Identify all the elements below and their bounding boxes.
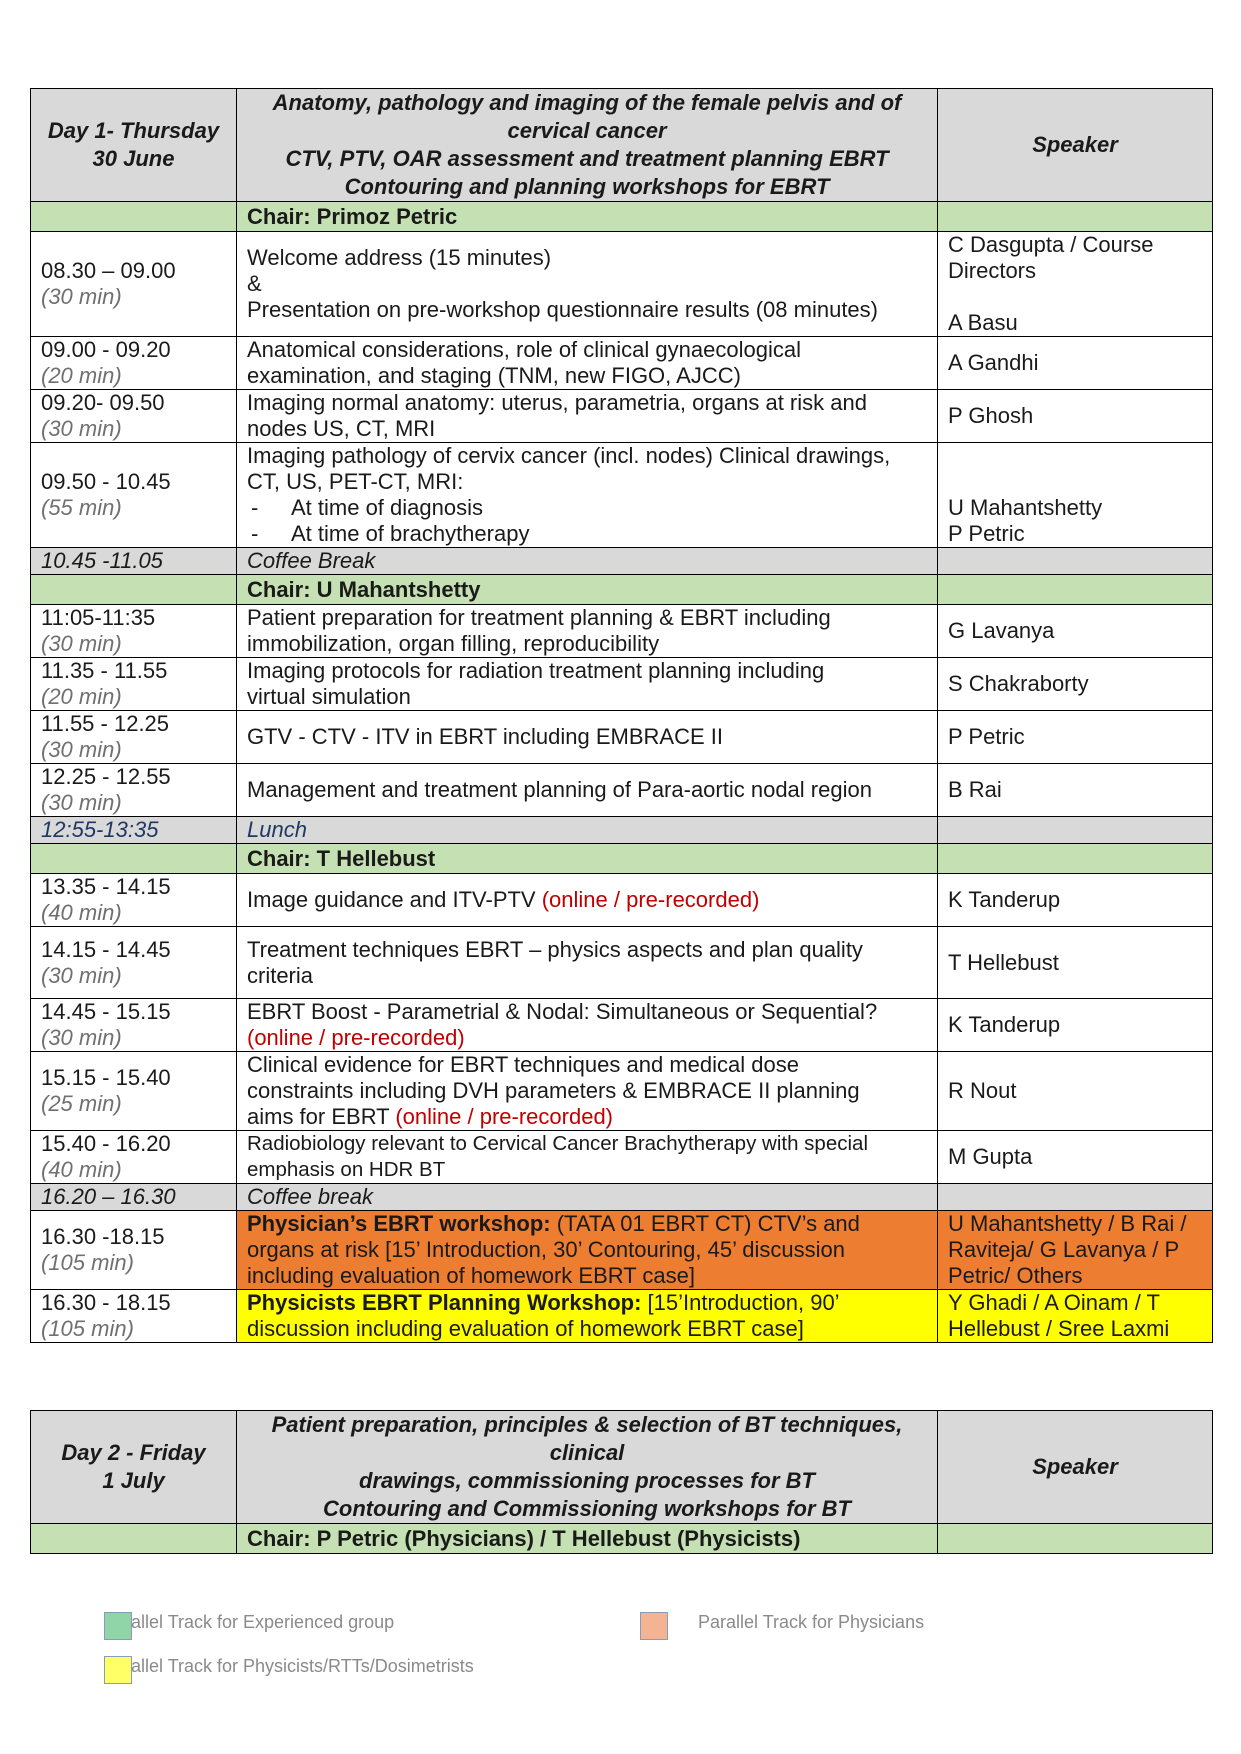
time-range: 11:05-11:35 <box>41 605 156 630</box>
topic-cell <box>237 927 938 999</box>
time-cell <box>31 711 237 764</box>
day1-title-line: cervical cancer <box>507 118 667 143</box>
speaker-name: U Mahantshetty / B Rai / <box>948 1211 1187 1236</box>
day2-title-line: drawings, commissioning processes for BT <box>359 1468 815 1493</box>
topic-line <box>247 1263 927 1289</box>
time-range: 16.30 - 18.15 <box>41 1290 171 1315</box>
topic-text: virtual simulation <box>247 684 411 709</box>
day1-title-line: Contouring and planning workshops for EBRT <box>344 174 830 199</box>
topic-text: Patient preparation for treatment planning & EBRT including <box>247 605 831 630</box>
speaker-header-label: Speaker <box>1032 132 1118 157</box>
day2-speaker-header <box>938 1411 1213 1524</box>
topic-line <box>247 1157 927 1183</box>
topic-line <box>247 363 927 389</box>
topic-text: including evaluation of homework EBRT case] <box>247 1263 695 1288</box>
duration-label: (25 min) <box>41 1091 122 1116</box>
day1-schedule-table <box>30 88 1213 1343</box>
time-cell <box>31 390 237 443</box>
bullet-item <box>247 495 927 521</box>
speaker-cell <box>938 443 1213 548</box>
bullet-text: At time of diagnosis <box>291 495 483 520</box>
chair-row <box>31 202 1213 232</box>
chair-row <box>31 575 1213 605</box>
speaker-cell <box>938 1052 1213 1131</box>
duration-label: (20 min) <box>41 363 122 388</box>
speaker-cell <box>938 1290 1213 1343</box>
day2-title-line: Contouring and Commissioning workshops for BT <box>323 1496 851 1521</box>
day2-title-cell <box>237 1411 938 1524</box>
session-row <box>31 390 1213 443</box>
topic-cell <box>237 232 938 337</box>
duration-label: (30 min) <box>41 631 122 656</box>
topic-line <box>247 887 927 913</box>
break-empty-cell <box>938 1184 1213 1211</box>
topic-line <box>247 1237 927 1263</box>
break-time-cell: 12:55-13:35 <box>31 817 237 844</box>
topic-cell <box>237 711 938 764</box>
time-range: 11.35 - 11.55 <box>41 658 168 683</box>
topic-text: Image guidance and ITV-PTV <box>247 887 542 912</box>
online-note: (online / pre-recorded) <box>395 1104 614 1129</box>
topic-text: organs at risk [15’ Introduction, 30’ Contouring, 45’ discussion <box>247 1237 845 1262</box>
time-range: 09.20- 09.50 <box>41 390 165 415</box>
speaker-name: S Chakraborty <box>948 671 1089 696</box>
topic-line <box>247 631 927 657</box>
topic-text: Welcome address (15 minutes) <box>247 245 552 270</box>
time-cell <box>31 605 237 658</box>
speaker-cell <box>938 232 1213 337</box>
topic-line <box>247 443 927 469</box>
topic-line <box>247 1290 927 1316</box>
speaker-name: M Gupta <box>948 1144 1033 1169</box>
speaker-name: U Mahantshetty <box>948 495 1103 520</box>
speaker-cell <box>938 764 1213 817</box>
topic-cell <box>237 1290 938 1343</box>
time-range: 08.30 – 09.00 <box>41 258 176 283</box>
session-row <box>31 874 1213 927</box>
speaker-name: P Petric <box>948 724 1025 749</box>
speaker-cell <box>938 1131 1213 1184</box>
session-row <box>31 711 1213 764</box>
session-row <box>31 999 1213 1052</box>
topic-cell <box>237 764 938 817</box>
legend-swatch-experienced <box>104 1612 132 1640</box>
topic-cell <box>237 1052 938 1131</box>
time-range: 11.55 - 12.25 <box>41 711 170 736</box>
topic-text: Treatment techniques EBRT – physics aspects and plan quality <box>247 936 863 962</box>
topic-line <box>247 416 927 442</box>
topic-text: examination, and staging (TNM, new FIGO, AJCC) <box>247 363 741 388</box>
speaker-name: Directors <box>948 258 1037 283</box>
speaker-cell <box>938 927 1213 999</box>
time-range: 14.45 - 15.15 <box>41 999 171 1024</box>
speaker-name: A Gandhi <box>948 350 1039 375</box>
topic-line <box>247 605 927 631</box>
topic-text: Management and treatment planning of Para-aortic nodal region <box>247 777 872 802</box>
time-cell <box>31 764 237 817</box>
speaker-cell <box>938 605 1213 658</box>
topic-text: Clinical evidence for EBRT techniques and medical dose <box>247 1052 799 1077</box>
speaker-name: P Ghosh <box>948 403 1034 428</box>
workshop-title: Physician’s EBRT workshop: <box>247 1211 551 1236</box>
speaker-cell <box>938 711 1213 764</box>
topic-line <box>247 1131 927 1157</box>
topic-text: EBRT Boost - Parametrial & Nodal: Simultaneous or Sequential? <box>247 999 878 1024</box>
speaker-name <box>948 284 1202 310</box>
topic-text: Imaging pathology of cervix cancer (incl. nodes) Clinical drawings, <box>247 443 891 468</box>
session-row <box>31 605 1213 658</box>
legend-swatch-physicists <box>104 1656 132 1684</box>
topic-text: Radiobiology relevant to Cervical Cancer Brachytherapy with special <box>247 1132 868 1155</box>
day1-day-label: Day 1- Thursday <box>47 118 220 143</box>
topic-text: & <box>247 271 262 296</box>
session-row <box>31 1211 1213 1290</box>
duration-label: (40 min) <box>41 900 122 925</box>
topic-line <box>247 658 927 684</box>
topic-cell <box>237 874 938 927</box>
day2-title-line: Patient preparation, principles & selection of BT techniques, clinical <box>271 1412 903 1465</box>
duration-label: (30 min) <box>41 737 122 762</box>
time-range: 12.25 - 12.55 <box>41 764 171 789</box>
bullet-item <box>247 521 927 547</box>
day1-title-line: CTV, PTV, OAR assessment and treatment planning EBRT <box>285 146 889 171</box>
time-cell <box>31 927 237 999</box>
break-time-cell: 16.20 – 16.30 <box>31 1184 237 1211</box>
day2-header-row <box>31 1411 1213 1524</box>
break-time-cell: 10.45 -11.05 <box>31 548 237 575</box>
session-row <box>31 658 1213 711</box>
time-cell <box>31 874 237 927</box>
speaker-cell <box>938 999 1213 1052</box>
speaker-name: T Hellebust <box>948 949 1059 975</box>
online-note: (online / pre-recorded) <box>247 1025 465 1050</box>
chair-empty-cell <box>31 844 237 874</box>
session-row <box>31 927 1213 999</box>
speaker-cell <box>938 874 1213 927</box>
topic-line <box>247 937 927 963</box>
speaker-name: A Basu <box>948 310 1018 335</box>
chair-empty-cell <box>938 575 1213 605</box>
day1-title-cell <box>237 89 938 202</box>
time-range: 09.00 - 09.20 <box>41 337 171 362</box>
topic-line <box>247 1078 927 1104</box>
speaker-name: Petric/ Others <box>948 1263 1083 1288</box>
time-range: 13.35 - 14.15 <box>41 874 171 899</box>
legend-label-physicists: allel Track for Physicists/RTTs/Dosimetrists <box>131 1656 474 1676</box>
topic-line <box>247 271 927 297</box>
time-cell <box>31 443 237 548</box>
topic-text: CT, US, PET-CT, MRI: <box>247 469 464 494</box>
topic-text: discussion including evaluation of homework EBRT case] <box>247 1316 804 1341</box>
topic-line <box>247 684 927 710</box>
duration-label: (40 min) <box>41 1157 122 1182</box>
duration-label: (30 min) <box>41 1025 122 1050</box>
topic-line <box>247 245 927 271</box>
topic-cell <box>237 1131 938 1184</box>
topic-text: (TATA 01 EBRT CT) CTV’s and <box>550 1211 860 1236</box>
day1-day-cell <box>31 89 237 202</box>
duration-label: (55 min) <box>41 495 122 520</box>
speaker-name: K Tanderup <box>948 1012 1061 1037</box>
topic-line <box>247 1316 927 1342</box>
speaker-name: Hellebust / Sree Laxmi <box>948 1316 1170 1341</box>
day1-header-row <box>31 89 1213 202</box>
topic-cell <box>237 999 938 1052</box>
speaker-header-label: Speaker <box>1032 1454 1118 1479</box>
break-label-cell: Lunch <box>237 817 938 844</box>
speaker-name: Raviteja/ G Lavanya / P <box>948 1237 1180 1262</box>
speaker-cell <box>938 658 1213 711</box>
topic-line <box>247 724 927 750</box>
session-row <box>31 1290 1213 1343</box>
bullet-text: At time of brachytherapy <box>291 521 530 546</box>
day2-date-label: 1 July <box>102 1468 165 1493</box>
time-range: 09.50 - 10.45 <box>41 469 171 494</box>
time-cell <box>31 658 237 711</box>
topic-text: [15’Introduction, 90’ <box>641 1290 840 1315</box>
speaker-name: Y Ghadi / A Oinam / T <box>948 1290 1160 1315</box>
day1-speaker-header <box>938 89 1213 202</box>
speaker-name: G Lavanya <box>948 618 1055 643</box>
topic-line <box>247 297 927 323</box>
break-row <box>31 817 1213 844</box>
time-range: 15.40 - 16.20 <box>41 1131 171 1156</box>
time-cell <box>31 999 237 1052</box>
online-note: (online / pre-recorded) <box>541 887 760 912</box>
topic-text: Imaging protocols for radiation treatment planning including <box>247 658 825 683</box>
time-cell <box>31 1131 237 1184</box>
time-cell <box>31 1211 237 1290</box>
day2-chair-cell: Chair: P Petric (Physicians) / T Hellebust (Physicists) <box>237 1524 938 1554</box>
speaker-name: K Tanderup <box>948 887 1061 912</box>
topic-text: constraints including DVH parameters & EMBRACE II planning <box>247 1078 860 1103</box>
chair-cell: Chair: U Mahantshetty <box>237 575 938 605</box>
topic-line <box>247 390 927 416</box>
chair-empty-cell <box>31 202 237 232</box>
duration-label: (30 min) <box>41 962 122 988</box>
break-row <box>31 548 1213 575</box>
session-row <box>31 1052 1213 1131</box>
session-row <box>31 232 1213 337</box>
chair-empty-cell <box>938 1524 1213 1554</box>
time-cell <box>31 1290 237 1343</box>
bullet-dash: - <box>251 495 259 520</box>
break-label-cell: Coffee Break <box>237 548 938 575</box>
duration-label: (20 min) <box>41 684 122 709</box>
speaker-name: R Nout <box>948 1078 1017 1103</box>
topic-cell <box>237 337 938 390</box>
topic-line <box>247 1211 927 1237</box>
topic-cell <box>237 1211 938 1290</box>
session-row <box>31 443 1213 548</box>
chair-empty-cell <box>31 575 237 605</box>
topic-line <box>247 1104 927 1130</box>
duration-label: (30 min) <box>41 416 122 441</box>
topic-text: criteria <box>247 962 314 988</box>
chair-cell: Chair: Primoz Petric <box>237 202 938 232</box>
chair-empty-cell <box>938 202 1213 232</box>
legend-swatch-physicians <box>640 1612 668 1640</box>
speaker-cell <box>938 337 1213 390</box>
day2-chair-row <box>31 1524 1213 1554</box>
speaker-cell <box>938 1211 1213 1290</box>
chair-row <box>31 844 1213 874</box>
topic-text: nodes US, CT, MRI <box>247 416 436 441</box>
topic-cell <box>237 605 938 658</box>
workshop-title: Physicists EBRT Planning Workshop: <box>247 1290 642 1315</box>
break-row <box>31 1184 1213 1211</box>
topic-text: aims for EBRT <box>247 1104 396 1129</box>
break-empty-cell <box>938 548 1213 575</box>
speaker-name: B Rai <box>948 777 1002 802</box>
legend-label-physicians: Parallel Track for Physicians <box>698 1612 925 1632</box>
day2-day-label: Day 2 - Friday <box>61 1440 206 1465</box>
break-label-cell: Coffee break <box>237 1184 938 1211</box>
time-cell <box>31 337 237 390</box>
time-range: 16.30 -18.15 <box>41 1224 165 1249</box>
time-range: 15.15 - 15.40 <box>41 1065 171 1090</box>
topic-line <box>247 1052 927 1078</box>
chair-empty-cell <box>938 844 1213 874</box>
time-cell <box>31 232 237 337</box>
day1-title-line: Anatomy, pathology and imaging of the female pelvis and of <box>272 90 902 115</box>
topic-text: GTV - CTV - ITV in EBRT including EMBRACE II <box>247 724 723 749</box>
topic-text: immobilization, organ filling, reproducibility <box>247 631 660 656</box>
duration-label: (105 min) <box>41 1316 134 1341</box>
topic-line <box>247 963 927 989</box>
speaker-cell <box>938 390 1213 443</box>
topic-line <box>247 469 927 495</box>
speaker-name <box>948 469 1202 495</box>
speaker-name <box>948 443 1202 469</box>
bullet-dash: - <box>251 521 259 546</box>
session-row <box>31 764 1213 817</box>
chair-cell: Chair: T Hellebust <box>237 844 938 874</box>
duration-label: (30 min) <box>41 284 122 309</box>
topic-text: emphasis on HDR BT <box>247 1158 446 1181</box>
topic-text: Presentation on pre-workshop questionnaire results (08 minutes) <box>247 297 878 322</box>
topic-cell <box>237 390 938 443</box>
session-row <box>31 1131 1213 1184</box>
day2-day-cell <box>31 1411 237 1524</box>
topic-text: Imaging normal anatomy: uterus, parametria, organs at risk and <box>247 390 867 415</box>
topic-text: Anatomical considerations, role of clinical gynaecological <box>247 337 801 362</box>
duration-label: (105 min) <box>41 1250 134 1275</box>
time-range: 14.15 - 14.45 <box>41 936 171 962</box>
duration-label: (30 min) <box>41 790 122 815</box>
speaker-name: P Petric <box>948 521 1025 546</box>
time-cell <box>31 1052 237 1131</box>
day2-schedule-table <box>30 1410 1213 1554</box>
break-empty-cell <box>938 817 1213 844</box>
chair-empty-cell <box>31 1524 237 1554</box>
topic-line <box>247 777 927 803</box>
topic-line <box>247 999 927 1025</box>
speaker-name: C Dasgupta / Course <box>948 232 1154 257</box>
session-row <box>31 337 1213 390</box>
topic-line <box>247 337 927 363</box>
topic-cell <box>237 443 938 548</box>
topic-cell <box>237 658 938 711</box>
legend-label-experienced: allel Track for Experienced group <box>131 1612 395 1632</box>
day1-date-label: 30 June <box>92 146 175 171</box>
